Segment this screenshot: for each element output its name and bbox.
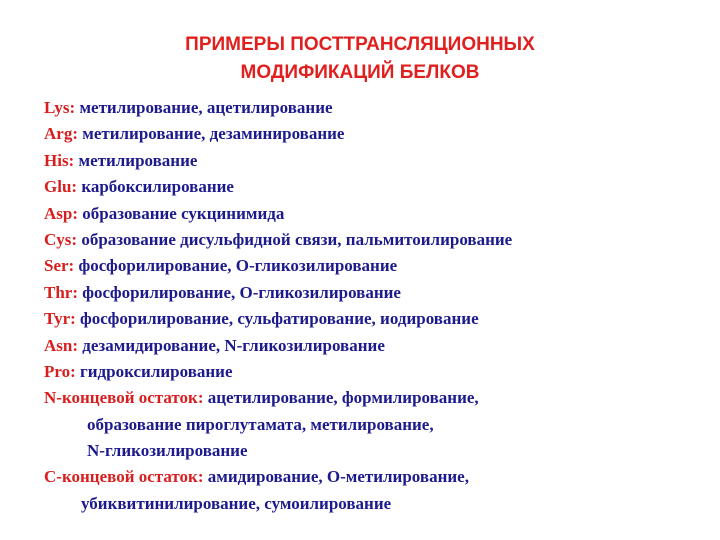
terminal-label: N-концевой остаток:	[44, 388, 204, 408]
amino-acid-label: Arg:	[44, 124, 78, 144]
modification-text: дезамидирование, N-гликозилирование	[78, 335, 385, 355]
list-item-thr	[44, 280, 704, 306]
modification-text: фосфорилирование, О-гликозилирование	[78, 282, 401, 302]
title-line-2: МОДИФИКАЦИЙ БЕЛКОВ	[240, 62, 480, 83]
slide-title	[0, 31, 720, 87]
list-item-asp	[44, 201, 704, 227]
list-item-glu	[44, 174, 704, 200]
modification-text: амидирование, О-метилирование,	[203, 467, 469, 487]
amino-acid-label: Tyr:	[44, 309, 76, 329]
modification-text: образование сукцинимида	[78, 203, 285, 223]
list-item-n-terminal	[44, 385, 704, 411]
list-item-arg	[44, 121, 704, 147]
n-terminal-continuation-1: образование пироглутамата, метилирование,	[87, 414, 434, 434]
modification-text: метилирование	[74, 150, 198, 170]
list-item-c-terminal	[44, 464, 704, 490]
modification-text: карбоксилирование	[77, 177, 234, 197]
amino-acid-label: Ser:	[44, 256, 75, 276]
list-item-lys	[44, 95, 704, 121]
list-item-tyr	[44, 306, 704, 332]
list-item-asn	[44, 333, 704, 359]
modification-text: фосфорилирование, О-гликозилирование	[74, 256, 398, 276]
list-item-pro	[44, 359, 704, 385]
c-terminal-continuation-1: убиквитинилирование, сумоилирование	[81, 493, 392, 513]
modification-text: ацетилирование, формилирование,	[203, 388, 479, 408]
amino-acid-label: Thr:	[44, 282, 78, 302]
title-line-1: ПРИМЕРЫ ПОСТТРАНСЛЯЦИОННЫХ	[185, 34, 535, 55]
amino-acid-label: Asp:	[44, 203, 79, 223]
modification-text: образование дисульфидной связи, пальмитоилирование	[77, 229, 513, 249]
terminal-label: C-концевой остаток:	[44, 467, 204, 487]
modification-text: гидроксилирование	[75, 361, 233, 381]
modification-list	[44, 95, 704, 517]
list-item-cys	[44, 227, 704, 253]
modification-text: метилирование, дезаминирование	[77, 124, 345, 144]
amino-acid-label: Cys:	[44, 229, 78, 249]
list-item-ser	[44, 253, 704, 279]
modification-text: метилирование, ацетилирование	[75, 98, 333, 117]
amino-acid-label: Glu:	[44, 177, 78, 197]
amino-acid-label: His:	[44, 150, 75, 170]
n-terminal-continuation-2: N-гликозилирование	[87, 441, 248, 461]
amino-acid-label: Pro:	[44, 361, 76, 381]
amino-acid-label: Lys:	[44, 98, 76, 117]
amino-acid-label: Asn:	[44, 335, 79, 355]
modification-text: фосфорилирование, сульфатирование, иодирование	[75, 309, 479, 329]
list-item-his	[44, 148, 704, 174]
